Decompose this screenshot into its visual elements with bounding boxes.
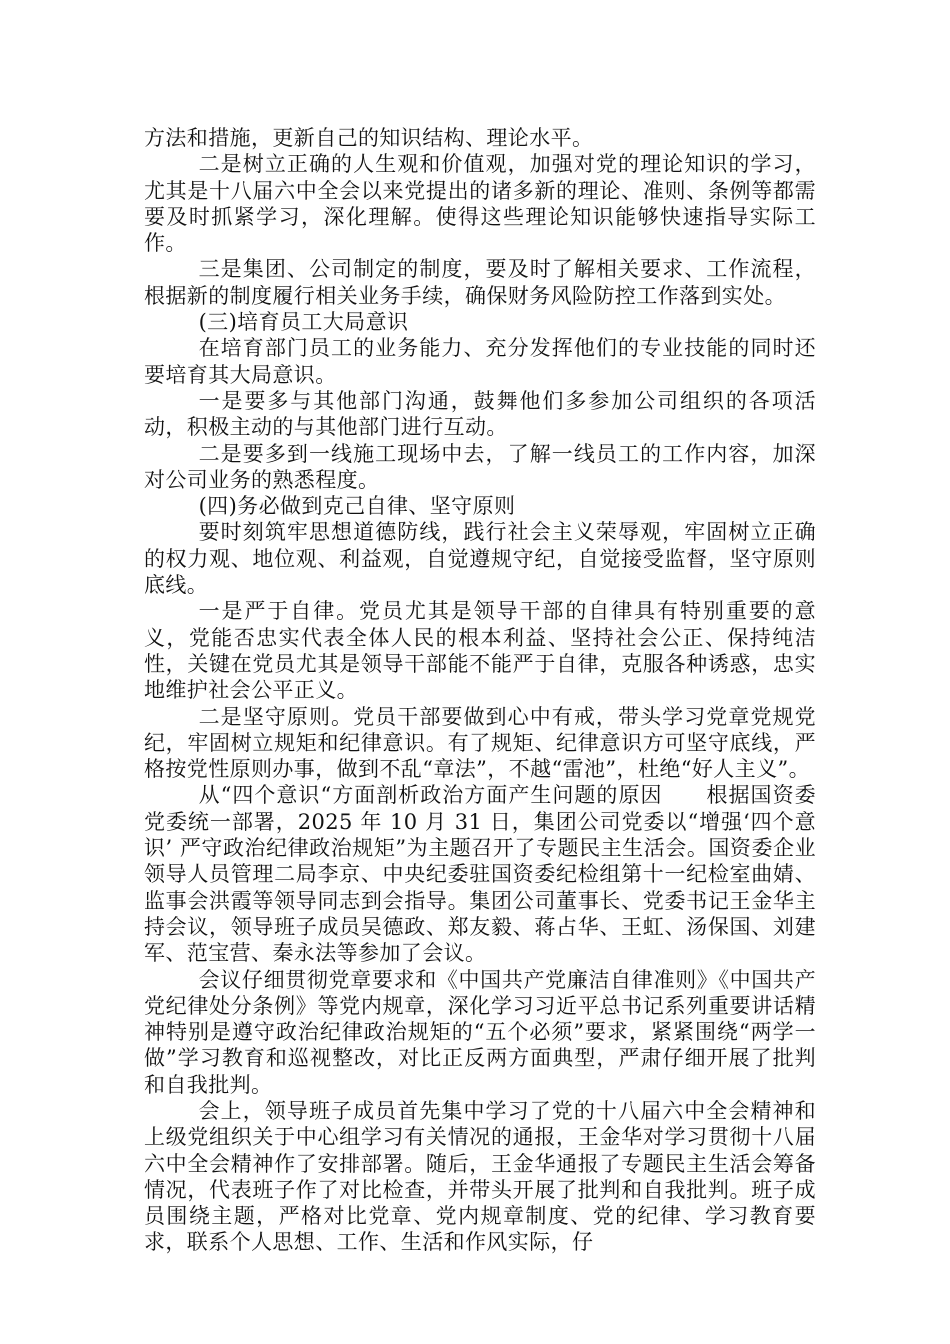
paragraph-3: 三是集团、公司制定的制度，要及时了解相关要求、工作流程，根据新的制度履行相关业务手续，确保财务风险防控工作落到实处。 [144,257,816,308]
paragraph-2: 二是树立正确的人生观和价值观，加强对党的理论知识的学习，尤其是十八届六中全会以来党提出的诸多新的理论、准则、条例等都需要及时抓紧学习，深化理解。使得这些理论知识能够快速指导实际工作。 [144,152,816,256]
paragraph-6: 一是要多与其他部门沟通，鼓舞他们多参加公司组织的各项活动，积极主动的与其他部门进行互动。 [144,388,816,440]
section-heading-3: (三)培育员工大局意识 [198,310,409,335]
paragraph-11: 二是坚守原则。党员干部要做到心中有戒，带头学习党章党规党纪，牢固树立规矩和纪律意识。有了规矩、纪律意识方可坚守底线，严格按党性原则办事，做到不乱“章法”，不越“雷池”，杜绝“好人主义”。 [144,704,816,782]
paragraph-14: 会上，领导班子成员首先集中学习了党的十八届六中全会精神和上级党组织关于中心组学习有关情况的通报，王金华对学习贯彻十八届六中全会精神作了安排部署。随后，王金华通报了专题民主生活会筹备情况，代表班子作了对比检查，并带头开展了批判和自我批判。班子成员围绕主题，严格对比党章、党内规章制度、党的纪律、学习教育要求，联系个人思想、工作、生活和作风实际，仔 [144,1098,816,1255]
document-body [144,125,816,1256]
paragraph-12: 从“四个意识“方面剖析政治方面产生问题的原因 根据国资委党委统一部署，2025 年 10 月 31 日，集团公司党委以“增强‘四个意识’ 严守政治纪律政治规矩”为主题召开了专题民主生活会。国资委企业领导人员管理二局李京、中央纪委驻国资委纪检组第十一纪检室曲婧、监事会洪霞等领导同志到会指导。集团公司董事长、党委书记王金华主持会议，领导班子成员吴德政、郑友毅、蒋占华、王虹、汤保国、刘建军、范宝营、秦永法等参加了会议。 [144,783,816,966]
paragraph-1: 方法和措施，更新自己的知识结构、理论水平。 [144,126,594,150]
paragraph-7: 二是要多到一线施工现场中去，了解一线员工的工作内容，加深对公司业务的熟悉程度。 [144,441,816,492]
paragraph-13: 会议仔细贯彻党章要求和《中国共产党廉洁自律准则》《中国共产党纪律处分条例》等党内规章，深化学习习近平总书记系列重要讲话精神特别是遵守政治纪律政治规矩的“五个必须”要求，紧紧围绕“两学一做”学习教育和巡视整改，对比正反两方面典型，严肃仔细开展了批判和自我批判。 [144,967,816,1097]
section-heading-4: (四)务必做到克己自律、坚守原则 [198,494,516,519]
paragraph-9: 要时刻筑牢思想道德防线，践行社会主义荣辱观，牢固树立正确的权力观、地位观、利益观，自觉遵规守纪，自觉接受监督，坚守原则底线。 [144,520,816,598]
paragraph-5: 在培育部门员工的业务能力、充分发挥他们的专业技能的同时还要培育其大局意识。 [144,336,816,387]
paragraph-10: 一是严于自律。党员尤其是领导干部的自律具有特别重要的意义，党能否忠实代表全体人民的根本利益、坚持社会公正、保持纯洁性，关键在党员尤其是领导干部能不能严于自律，克服各种诱惑，忠实地维护社会公平正义。 [144,599,816,703]
